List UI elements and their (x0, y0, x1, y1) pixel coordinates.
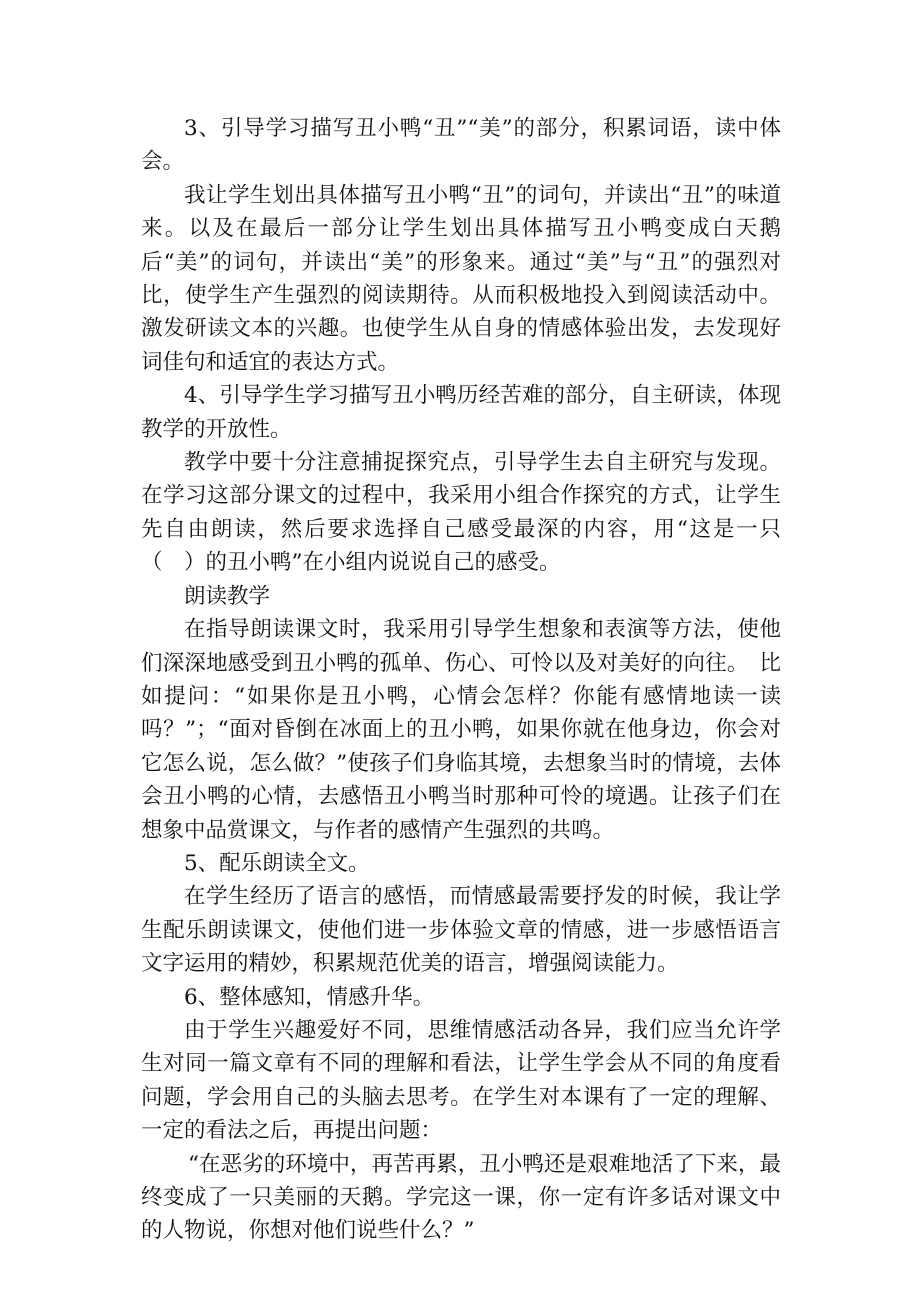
body-paragraph: 教学中要十分注意捕捉探究点，引导学生去自主研究与发现。在学习这部分课文的过程中，我采用小组合作探究的方式，让学生先自由朗读，然后要求选择自己感受最深的内容，用“这是一只（ ）的丑小鸭”在小组内说说自己的感受。 (141, 450, 781, 576)
section-heading-6: 6、整体感知，情感升华。 (184, 984, 435, 1010)
quoted-question: “在恶劣的环境中，再苦再累，丑小鸭还是艰难地活了下来，最终变成了一只美丽的天鹅。学完这一课，你一定有许多话对课文中的人物说，你想对他们说些什么？” (141, 1151, 781, 1244)
section-heading-4: 4、引导学生学习描写丑小鸭历经苦难的部分，自主研读，体现教学的开放性。 (141, 383, 781, 442)
section-heading-3: 3、引导学习描写丑小鸭“丑”“美”的部分，积累词语，读中体会。 (141, 116, 781, 175)
body-paragraph: 在指导朗读课文时，我采用引导学生想象和表演等方法，使他们深深地感受到丑小鸭的孤单、伤心、可怜以及对美好的向往。 比如提问：“如果你是丑小鸭，心情会怎样？你能有感情地读一读吗？”；“面对昏倒在冰面上的丑小鸭，如果你就在他身边，你会对它怎么说，怎么做？”使孩子们身临其境，去想象当时的情境，去体会丑小鸭的心情，去感悟丑小鸭当时那种可怜的境遇。让孩子们在想象中品赏课文，与作者的感情产生强烈的共鸣。 (141, 617, 781, 843)
document-page (141, 112, 781, 1248)
section-heading-5: 5、配乐朗读全文。 (184, 850, 370, 876)
body-paragraph: 我让学生划出具体描写丑小鸭“丑”的词句，并读出“丑”的味道来。以及在最后一部分让学生划出具体描写丑小鸭变成白天鹅后“美”的词句，并读出“美”的形象来。通过“美”与“丑”的强烈对比，使学生产生强烈的阅读期待。从而积极地投入到阅读活动中。激发研读文本的兴趣。也使学生从自身的情感体验出发，去发现好词佳句和适宜的表达方式。 (141, 182, 781, 375)
subheading-reading-teaching: 朗读教学 (184, 583, 271, 609)
body-paragraph: 由于学生兴趣爱好不同，思维情感活动各异，我们应当允许学生对同一篇文章有不同的理解和看法，让学生学会从不同的角度看问题，学会用自己的头脑去思考。在学生对本课有了一定的理解、一定的看法之后，再提出问题： (141, 1017, 781, 1144)
body-paragraph: 在学生经历了语言的感悟，而情感最需要抒发的时候，我让学生配乐朗读课文，使他们进一步体验文章的情感，进一步感悟语言文字运用的精妙，积累规范优美的语言，增强阅读能力。 (141, 884, 781, 977)
